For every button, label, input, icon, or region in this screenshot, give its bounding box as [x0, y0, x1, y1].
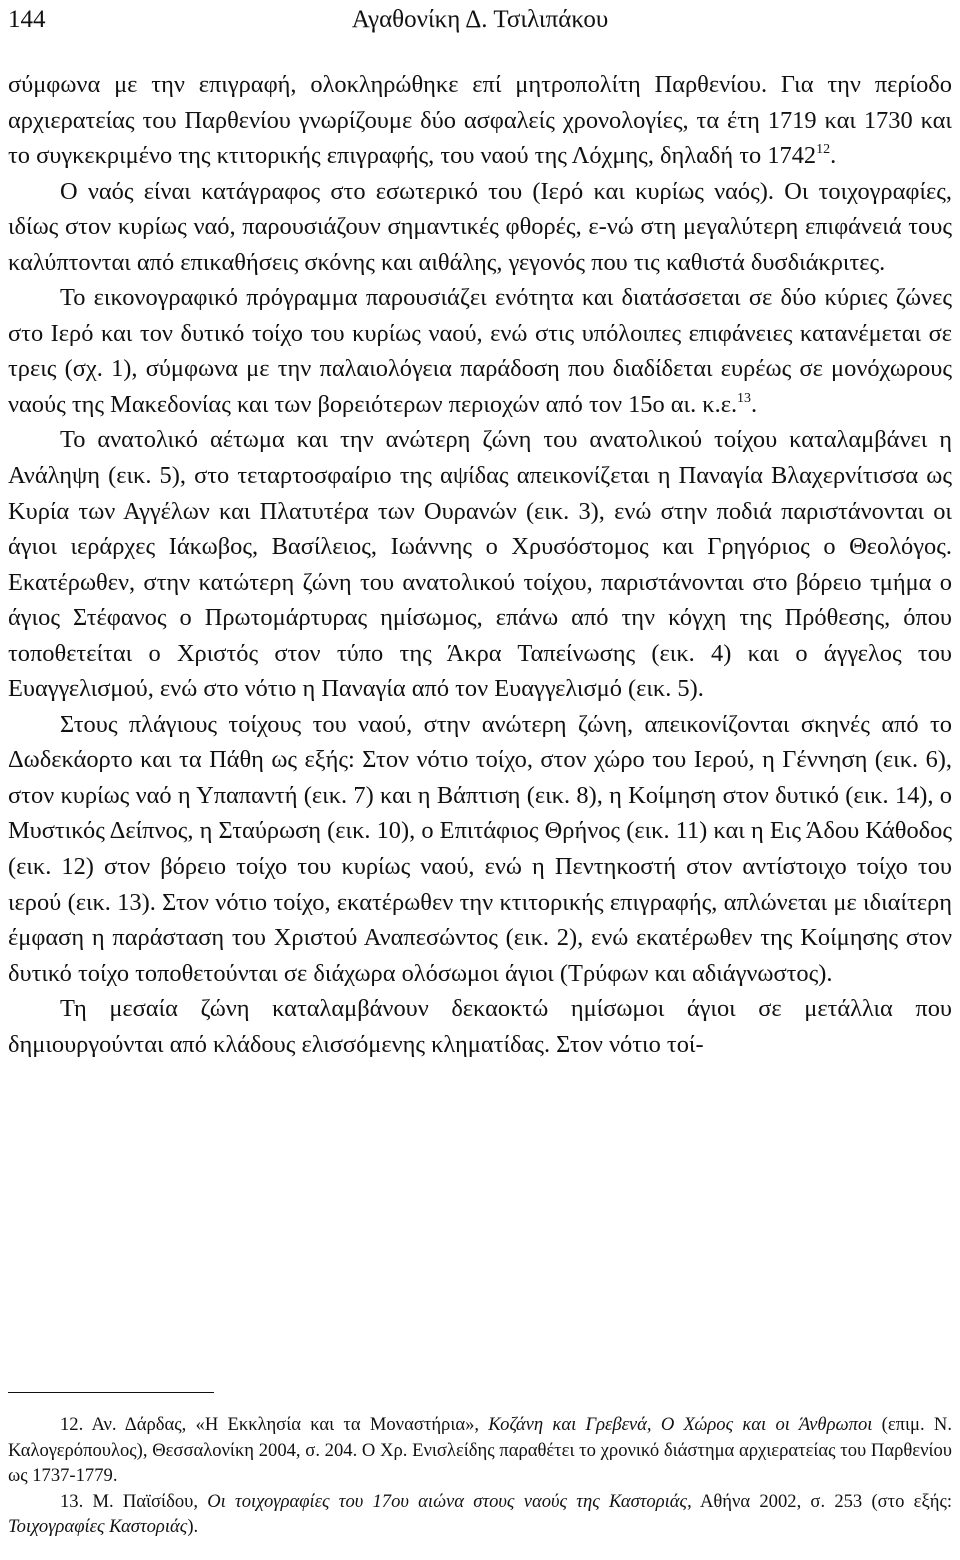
footnote-ref-13[interactable]: 13	[737, 390, 752, 406]
page-header	[8, 6, 952, 40]
paragraph-1-end: .	[830, 142, 837, 170]
paragraph-2: Ο ναός είναι κατάγραφος στο εσωτερικό του (Ιερό και κυρίως ναός). Οι τοιχογραφίες, ιδίως στον κυρίως ναό, παρουσιάζουν σημαντικές φθορές, ε-νώ στη μεγαλύτερη επιφάνειά τους καλύπτονται από επικαθήσεις σκόνης και αιθάλης, γεγονός που τις καθιστά δυσδιάκριτες.	[8, 177, 952, 276]
footnote-12	[8, 1412, 952, 1489]
footnote-13-text: 13. Μ. Παϊσίδου,	[60, 1490, 198, 1512]
footnote-13-end: ).	[187, 1516, 199, 1537]
footnote-12-rest: (επιμ. Ν. Καλογερόπουλος), Θεσσαλονίκη 2004, σ. 204. Ο Χρ. Ενισλείδης παραθέτει το χρονικό διάστημα αρχιερατείας του Παρθενίου ως 1737-1779.	[8, 1414, 952, 1486]
footnote-13	[8, 1489, 952, 1540]
footnotes	[8, 1412, 952, 1540]
footnote-rule	[8, 1392, 214, 1393]
footnote-12-text: 12. Αν. Δάρδας, «Η Εκκλησία και τα Μοναστήρια»,	[60, 1414, 480, 1435]
footnote-12-title: Κοζάνη και Γρεβενά, Ο Χώρος και οι Άνθρωποι	[488, 1414, 873, 1435]
footnote-ref-12[interactable]: 12	[816, 142, 831, 158]
paragraph-1-text: σύμφωνα με την επιγραφή, ολοκληρώθηκε επί μητροπολίτη Παρθενίου. Για την περίοδο αρχιερατείας του Παρθενίου γνωρίζουμε δύο ασφαλείς χρονολογίες, τα έτη 1719 και 1730 και το συγκεκριμένο της κτιτορικής επιγραφής, του ναού της Λόχμης, δηλαδή το 1742	[8, 71, 952, 170]
paragraph-4: Το ανατολικό αέτωμα και την ανώτερη ζώνη του ανατολικού τοίχου καταλαμβάνει η Ανάληψη (εικ. 5), στο τεταρτοσφαίριο της αψίδας απεικονίζεται η Παναγία Βλαχερνίτισσα ως Κυρία των Αγγέλων και Πλατυτέρα των Ουρανών (εικ. 3), ενώ στην ποδιά παριστάνονται οι άγιοι ιεράρχες Ιάκωβος, Βασίλειος, Ιωάννης ο Χρυσόστομος και Γρηγόριος ο Θεολόγος. Εκατέρωθεν, στην κατώτερη ζώνη του ανατολικού τοίχου, παριστάνονται στο βόρειο τμήμα ο άγιος Στέφανος ο Πρωτομάρτυρας ημίσωμος, επάνω από την κόγχη της Πρόθεσης, όπου τοποθετείται ο Χριστός στον τύπο της Άκρα Ταπείνωσης (εικ. 4) και ο άγγελος του Ευαγγελισμού, ενώ στο νότιο η Παναγία από τον Ευαγγελισμό (εικ. 5).	[8, 426, 952, 703]
main-text	[8, 67, 952, 1062]
footnote-13-title: Οι τοιχογραφίες του 17ου αιώνα στους ναούς της Καστοριάς	[207, 1490, 688, 1512]
paragraph-6: Τη μεσαία ζώνη καταλαμβάνουν δεκαοκτώ ημίσωμοι άγιοι σε μετάλλια που δημιουργούνται από κλάδους ελισσόμενης κληματίδας. Στον νότιο τοί-	[8, 995, 952, 1058]
paragraph-5: Στους πλάγιους τοίχους του ναού, στην ανώτερη ζώνη, απεικονίζονται σκηνές από το Δωδεκάορτο και τα Πάθη ως εξής: Στον νότιο τοίχο, στον χώρο του Ιερού, η Γέννηση (εικ. 6), στον κυρίως ναό η Υπαπαντή (εικ. 7) και η Βάπτιση (εικ. 8), η Κοίμηση στον δυτικό (εικ. 14), ο Μυστικός Δείπνος, η Σταύρωση (εικ. 10), ο Επιτάφιος Θρήνος (εικ. 11) και η Εις Άδου Κάθοδος (εικ. 12) στον βόρειο τοίχο του κυρίως ναού, ενώ η Πεντηκοστή στον αντίστοιχο τοίχο του ιερού (εικ. 13). Στον νότιο τοίχο, εκατέρωθεν την κτιτορικής επιγραφής, απλώνεται με ιδιαίτερη έμφαση η παράσταση του Χριστού Αναπεσώντος (εικ. 2), ενώ εκατέρωθεν της Κοίμησης στον δυτικό τοίχο τοποθετούνται σε διάχωρα ολόσωμοι άγιοι (Τρύφων και αδιάγνωστος).	[8, 710, 952, 987]
paragraph-3-text: Το εικονογραφικό πρόγραμμα παρουσιάζει ενότητα και διατάσσεται σε δύο κύριες ζώνες στο Ιερό και τον δυτικό τοίχο του κυρίως ναού, ενώ στις υπόλοιπες επιφάνειες κατανέμεται σε τρεις (σχ. 1), σύμφωνα με την παλαιολόγεια παράδοση που διαδίδεται ευρέως σε μονόχωρους ναούς της Μακεδονίας και των βορειότερων περιοχών από τον 15ο αι. κ.ε.	[8, 284, 952, 418]
page-number: 144	[8, 6, 46, 33]
footnote-13-rest: , Αθήνα 2002, σ. 253 (στο εξής:	[687, 1490, 952, 1512]
paragraph-3-end: .	[751, 390, 758, 418]
paragraph-3	[8, 280, 952, 422]
running-head: Αγαθονίκη Δ. Τσιλιπάκου	[351, 6, 609, 33]
footnote-13-short-title: Τοιχογραφίες Καστοριάς	[8, 1516, 188, 1537]
paragraph-1	[8, 67, 952, 174]
